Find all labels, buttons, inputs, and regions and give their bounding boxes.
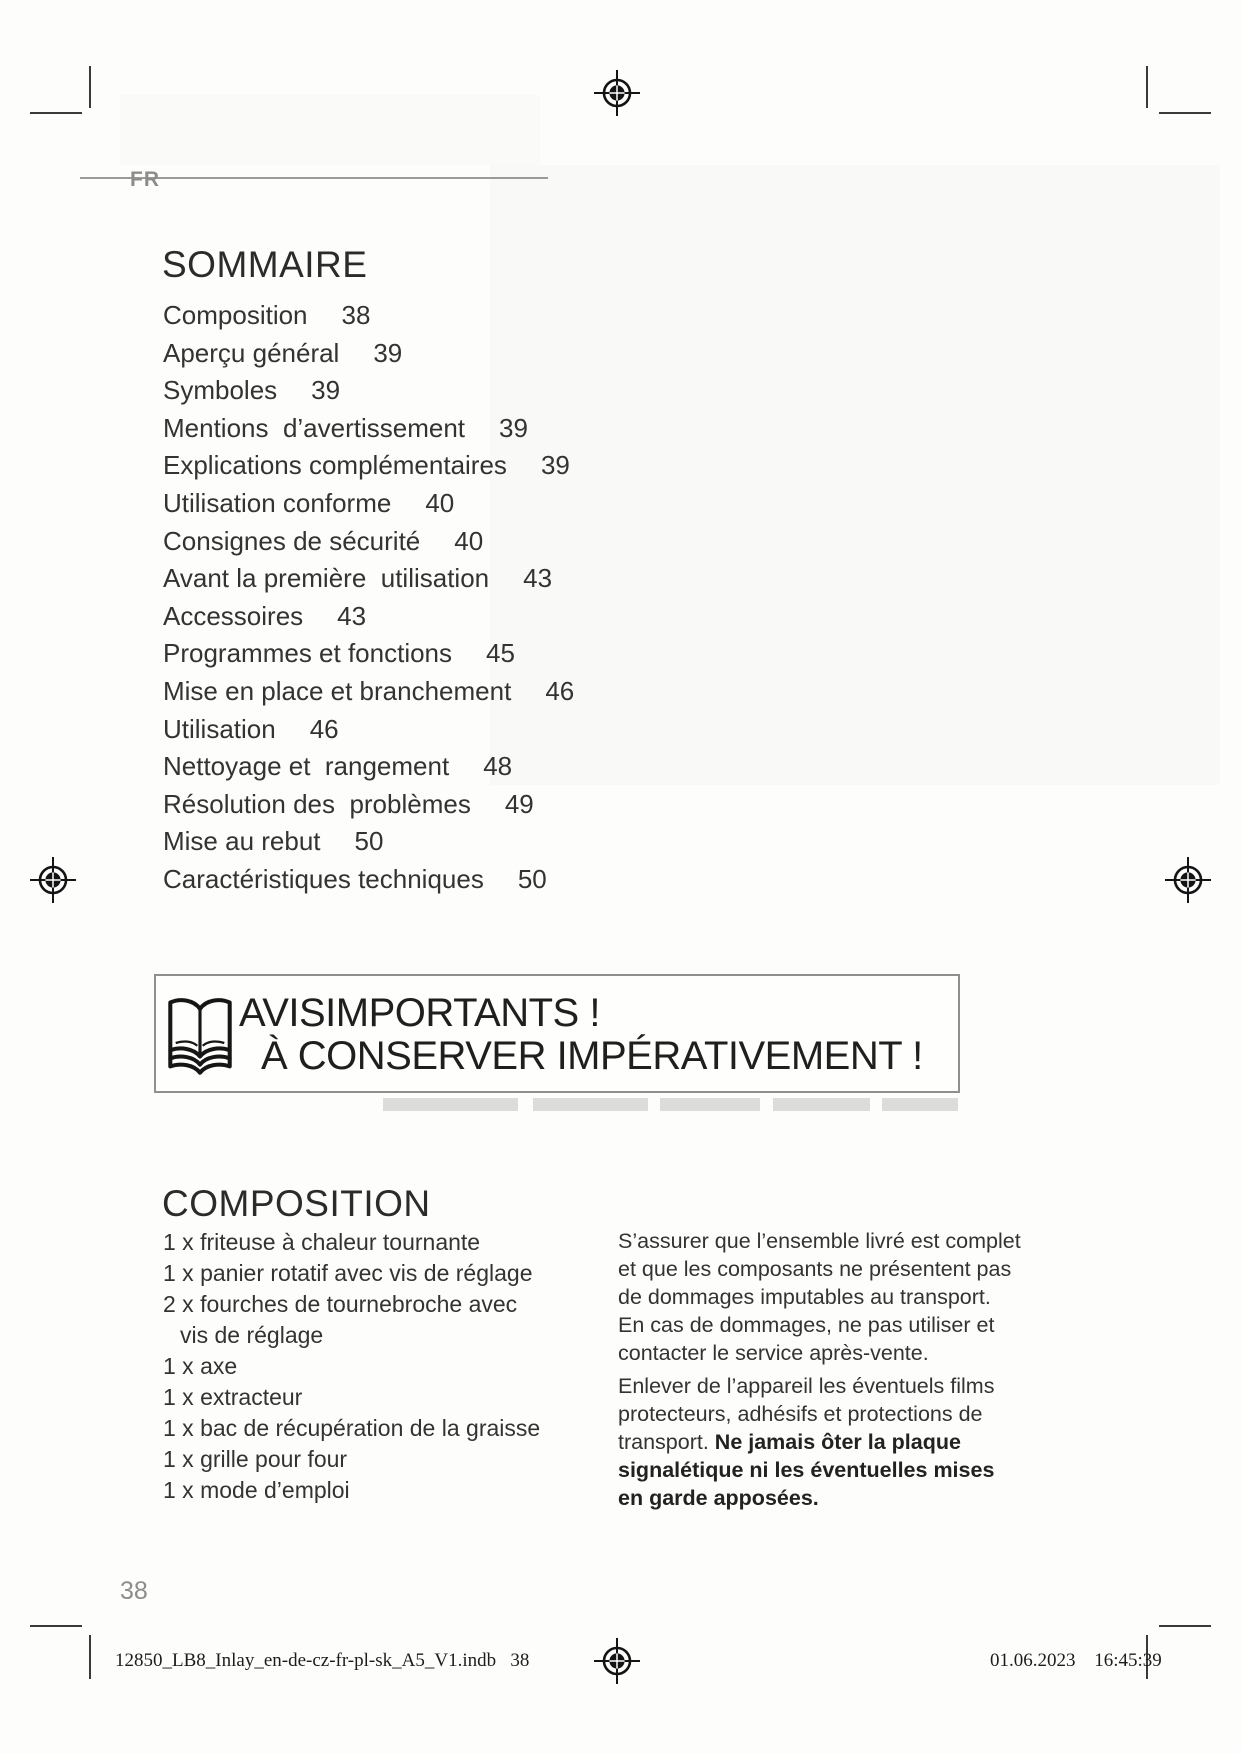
toc-entry	[163, 488, 574, 526]
note-line	[618, 1255, 1021, 1283]
note-line	[618, 1311, 1021, 1339]
toc-entry	[163, 676, 574, 714]
toc-entry-label: Symboles	[163, 375, 278, 406]
toc-entry-label: Mise en place et branchement	[163, 675, 512, 706]
toc-entry-label: Mise au rebut	[163, 826, 321, 857]
footer-print-stamp	[990, 1650, 1162, 1672]
scan-artifact	[773, 1098, 870, 1111]
composition-item	[163, 1475, 540, 1506]
toc-entry	[163, 450, 574, 488]
note-text-bold: Ne jamais ôter la plaque	[714, 1430, 961, 1454]
note-text: S’assurer que l’ensemble livré est complet	[618, 1229, 1021, 1253]
note-text: En cas de dommages, ne pas utiliser et	[618, 1313, 995, 1337]
scan-artifact	[383, 1098, 518, 1111]
note-line	[618, 1227, 1021, 1255]
scan-shading	[490, 165, 1220, 785]
page-number: 38	[120, 1577, 148, 1605]
toc-entry	[163, 864, 574, 902]
language-label: FR	[130, 168, 160, 191]
toc-entry	[163, 714, 574, 752]
footer-file-info: 12850_LB8_Inlay_en-de-cz-fr-pl-sk_A5_V1.indb 38	[115, 1650, 530, 1671]
toc-entry	[163, 526, 574, 564]
toc-entry	[163, 375, 574, 413]
note-line	[618, 1339, 1021, 1367]
toc-entry	[163, 789, 574, 827]
scan-artifact	[660, 1098, 760, 1111]
toc-entry-page: 40	[425, 487, 455, 518]
note-text: protecteurs, adhésifs et protections de	[618, 1402, 983, 1426]
toc-entry-page: 45	[486, 638, 515, 669]
toc-entry	[163, 638, 574, 676]
composition-list	[163, 1227, 540, 1506]
composition-item-line: 1 x bac de récupération de la graisse	[163, 1415, 541, 1441]
note-line	[618, 1400, 1021, 1428]
composition-item-line: 1 x extracteur	[163, 1384, 303, 1410]
composition-item	[163, 1289, 540, 1351]
toc-entry-label: Caractéristiques techniques	[163, 863, 484, 894]
note-text: et que les composants ne présentent pas	[618, 1257, 1012, 1281]
toc-entry-page: 38	[341, 300, 371, 330]
note-text-bold: signalétique ni les éventuelles mises	[618, 1458, 995, 1482]
scan-artifact	[882, 1098, 958, 1111]
composition-item	[163, 1413, 540, 1444]
composition-item-line: 2 x fourches de tournebroche avec	[163, 1291, 518, 1317]
footer-date: 01.06.2023	[990, 1650, 1076, 1671]
toc-entry	[163, 413, 574, 451]
composition-item	[163, 1227, 540, 1258]
sommaire-title: SOMMAIRE	[162, 244, 368, 285]
trim-mark	[89, 66, 91, 108]
toc-entry-label: Nettoyage et rangement	[163, 751, 450, 782]
toc-entry-page: 46	[309, 713, 339, 744]
footer-time: 16:45:39	[1094, 1650, 1162, 1671]
composition-item-line: 1 x mode d’emploi	[163, 1477, 350, 1503]
trim-mark	[30, 1625, 82, 1627]
toc-entry-label: Utilisation	[163, 713, 276, 744]
toc-entry-page: 50	[354, 826, 384, 857]
note-line	[618, 1372, 1021, 1400]
notice-line-1: AVISIMPORTANTS !	[239, 990, 600, 1035]
trim-mark	[89, 1635, 91, 1679]
toc-entry	[163, 300, 574, 338]
toc-entry-label: Explications complémentaires	[163, 450, 507, 481]
toc-entry-page: 39	[311, 375, 341, 406]
scan-shading	[120, 95, 540, 165]
composition-item-line: 1 x panier rotatif avec vis de réglage	[163, 1260, 533, 1286]
composition-item	[163, 1258, 540, 1289]
note-text: Enlever de l’appareil les éventuels films	[618, 1374, 995, 1398]
note-text-bold: en garde apposées.	[618, 1486, 819, 1510]
scan-artifact	[533, 1098, 648, 1111]
toc-entry-label: Consignes de sécurité	[163, 525, 421, 556]
registration-target-icon	[30, 857, 76, 903]
note-text: de dommages imputables au transport.	[618, 1285, 991, 1309]
composition-item-line: 1 x axe	[163, 1353, 238, 1379]
toc-entry-label: Avant la première utilisation	[163, 563, 490, 594]
registration-target-icon	[1165, 857, 1211, 903]
toc-entry-label: Accessoires	[163, 600, 304, 631]
notice-line-2: À CONSERVER IMPÉRATIVEMENT !	[261, 1033, 923, 1078]
composition-title: COMPOSITION	[162, 1183, 431, 1224]
note-text: transport.	[618, 1430, 715, 1454]
toc-entry	[163, 601, 574, 639]
composition-item	[163, 1382, 540, 1413]
trim-mark	[1159, 112, 1211, 114]
toc-entry-label: Mentions d’avertissement	[163, 412, 466, 443]
registration-target-icon	[594, 70, 640, 116]
toc-entry-page: 46	[545, 675, 575, 706]
toc-entry-page: 43	[337, 600, 367, 631]
toc-entry-page: 39	[499, 412, 528, 443]
toc-entry-page: 49	[504, 788, 534, 819]
toc-entry	[163, 751, 574, 789]
composition-item-line: vis de réglage	[180, 1322, 324, 1348]
toc-entry-label: Résolution des problèmes	[163, 788, 471, 819]
toc-list	[163, 300, 574, 902]
open-book-icon	[164, 989, 236, 1079]
toc-entry	[163, 563, 574, 601]
toc-entry-label: Composition	[163, 300, 308, 330]
toc-entry-label: Aperçu général	[163, 337, 340, 368]
notice-text	[239, 992, 923, 1078]
composition-note	[618, 1227, 1021, 1512]
toc-entry-label: Programmes et fonctions	[163, 638, 453, 669]
toc-entry-page: 40	[454, 525, 484, 556]
toc-entry-label: Utilisation conforme	[163, 487, 392, 518]
toc-entry-page: 48	[483, 751, 513, 782]
toc-entry-page: 39	[373, 337, 403, 368]
note-line	[618, 1428, 1021, 1456]
toc-entry	[163, 338, 574, 376]
trim-mark	[1159, 1625, 1211, 1627]
note-text: contacter le service après-vente.	[618, 1341, 929, 1365]
composition-item-line: 1 x grille pour four	[163, 1446, 348, 1472]
composition-item	[163, 1444, 540, 1475]
important-notice-box	[154, 974, 960, 1093]
trim-mark	[30, 112, 82, 114]
registration-target-icon	[594, 1638, 640, 1684]
note-line	[618, 1484, 1021, 1512]
toc-entry	[163, 826, 574, 864]
toc-entry-page: 39	[540, 450, 570, 481]
composition-item-line: 1 x friteuse à chaleur tournante	[163, 1229, 481, 1255]
trim-mark	[1146, 66, 1148, 108]
composition-item	[163, 1351, 540, 1382]
note-line	[618, 1456, 1021, 1484]
toc-entry-page: 50	[517, 863, 547, 894]
note-line	[618, 1283, 1021, 1311]
toc-entry-page: 43	[523, 563, 553, 594]
